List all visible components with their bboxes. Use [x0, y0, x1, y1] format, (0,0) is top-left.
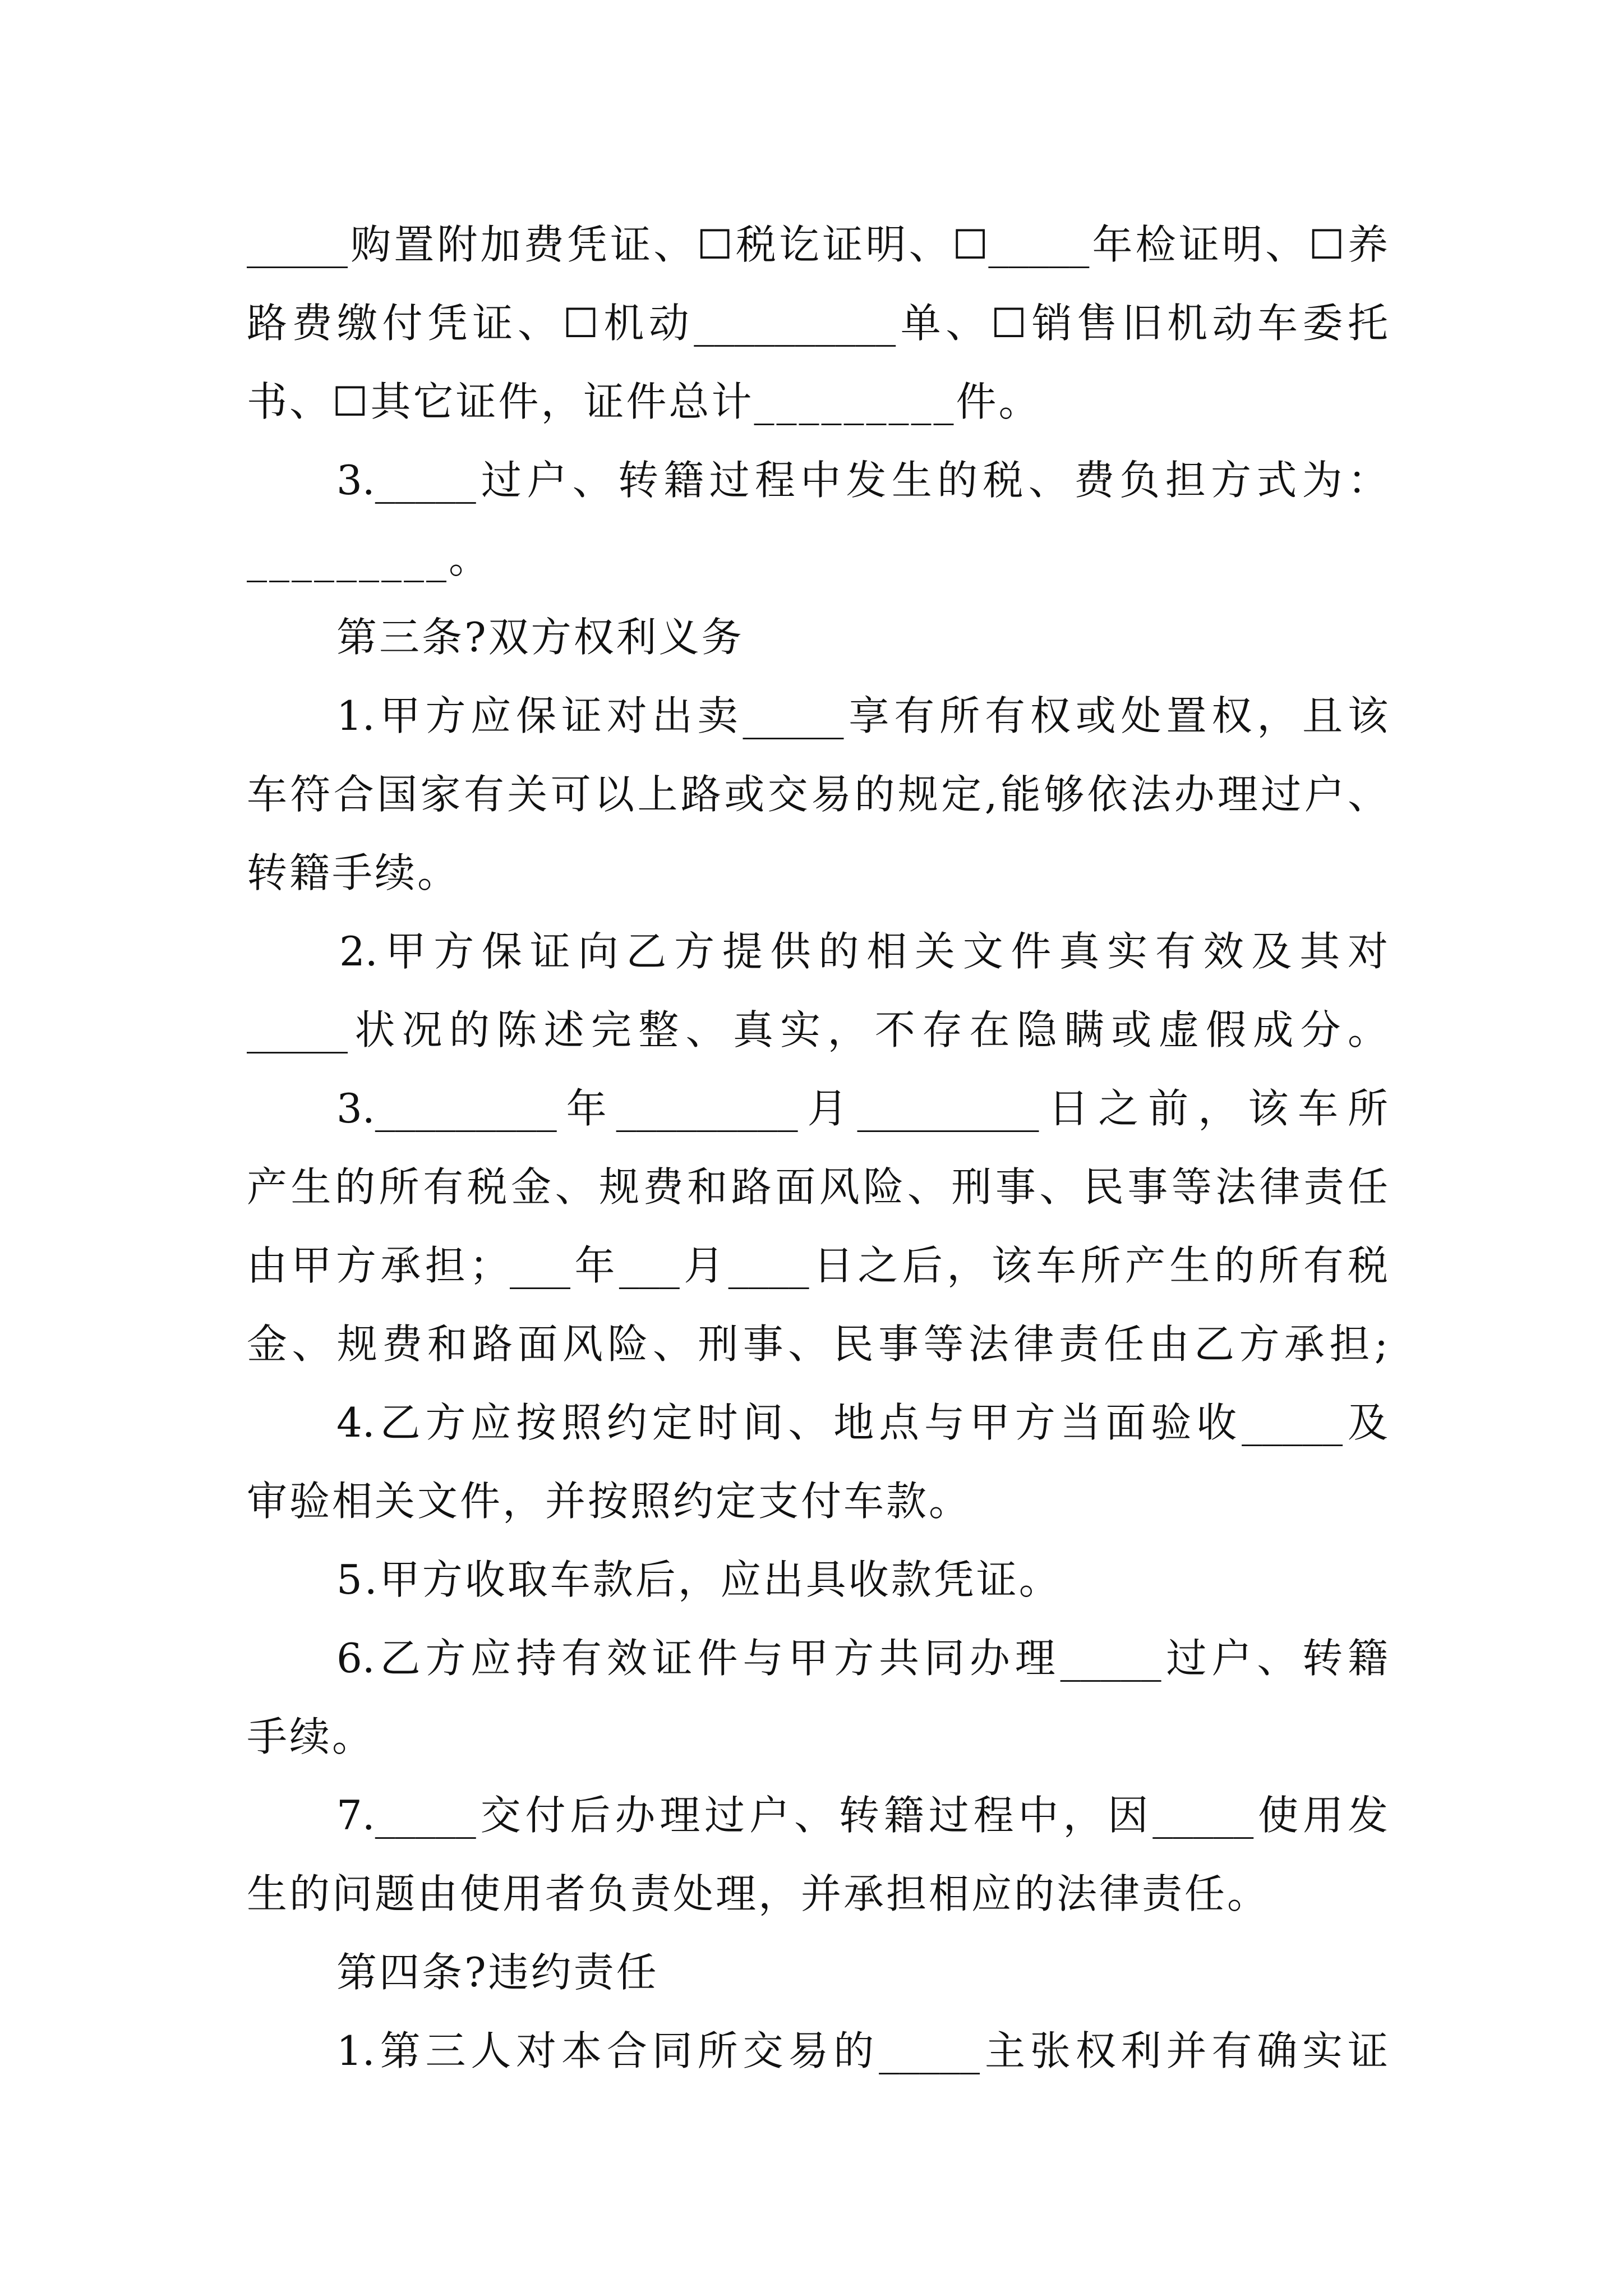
- line-purchase-tax-certificates: _____购置附加费凭证、☐税讫证明、☐_____年检证明、☐养: [247, 221, 1388, 268]
- section-heading-article-4: 第四条?违约责任: [336, 1949, 659, 1996]
- line-article3-item3-d: 金、规费和路面风险、刑事、民事等法律责任由乙方承担;: [247, 1320, 1388, 1368]
- section-heading-article-3: 第三条?双方权利义务: [336, 614, 744, 661]
- line-article3-item4-a: 4.乙方应按照约定时间、地点与甲方当面验收_____及: [336, 1399, 1388, 1446]
- line-article3-item6-a: 6.乙方应持有效证件与甲方共同办理_____过户、转籍: [336, 1635, 1388, 1682]
- line-article3-item7-b: 生的问题由使用者负责处理，并承担相应的法律责任。: [247, 1870, 1270, 1917]
- line-article3-item6-b: 手续。: [247, 1713, 375, 1760]
- line-other-documents-total: 书、☐其它证件，证件总计_________件。: [247, 378, 1041, 425]
- line-article3-item7-a: 7._____交付后办理过户、转籍过程中，因_____使用发: [336, 1792, 1388, 1839]
- line-transfer-tax-fee-method: 3._____过户、转籍过程中发生的税、费负担方式为：: [336, 457, 1388, 504]
- line-blank-end: _________。: [247, 535, 492, 582]
- line-article3-item3-c: 由甲方承担；___年___月____日之后，该车所产生的所有税: [247, 1242, 1388, 1289]
- line-article3-item2-a: 2.甲方保证向乙方提供的相关文件真实有效及其对: [339, 928, 1388, 975]
- line-article3-item4-b: 审验相关文件，并按照约定支付车款。: [247, 1478, 972, 1525]
- line-article3-item1-b: 车符合国家有关可以上路或交易的规定,能够依法办理过户、: [247, 771, 1388, 818]
- line-article3-item3-b: 产生的所有税金、规费和路面风险、刑事、民事等法律责任: [247, 1163, 1388, 1211]
- line-article3-item5: 5.甲方收取车款后，应出具收款凭证。: [336, 1556, 1062, 1603]
- line-article4-item1-a: 1.第三人对本合同所交易的_____主张权利并有确实证: [336, 2027, 1388, 2074]
- line-article3-item1-a: 1.甲方应保证对出卖_____享有所有权或处置权，且该: [336, 692, 1388, 739]
- line-road-fee-receipts: 路费缴付凭证、☐机动__________单、☐销售旧机动车委托: [247, 300, 1388, 347]
- line-article3-item1-c: 转籍手续。: [247, 849, 460, 896]
- line-article3-item3-a: 3._________年_________月_________日之前，该车所: [336, 1085, 1388, 1132]
- line-article3-item2-b: _____状况的陈述完整、真实，不存在隐瞒或虚假成分。: [247, 1006, 1388, 1053]
